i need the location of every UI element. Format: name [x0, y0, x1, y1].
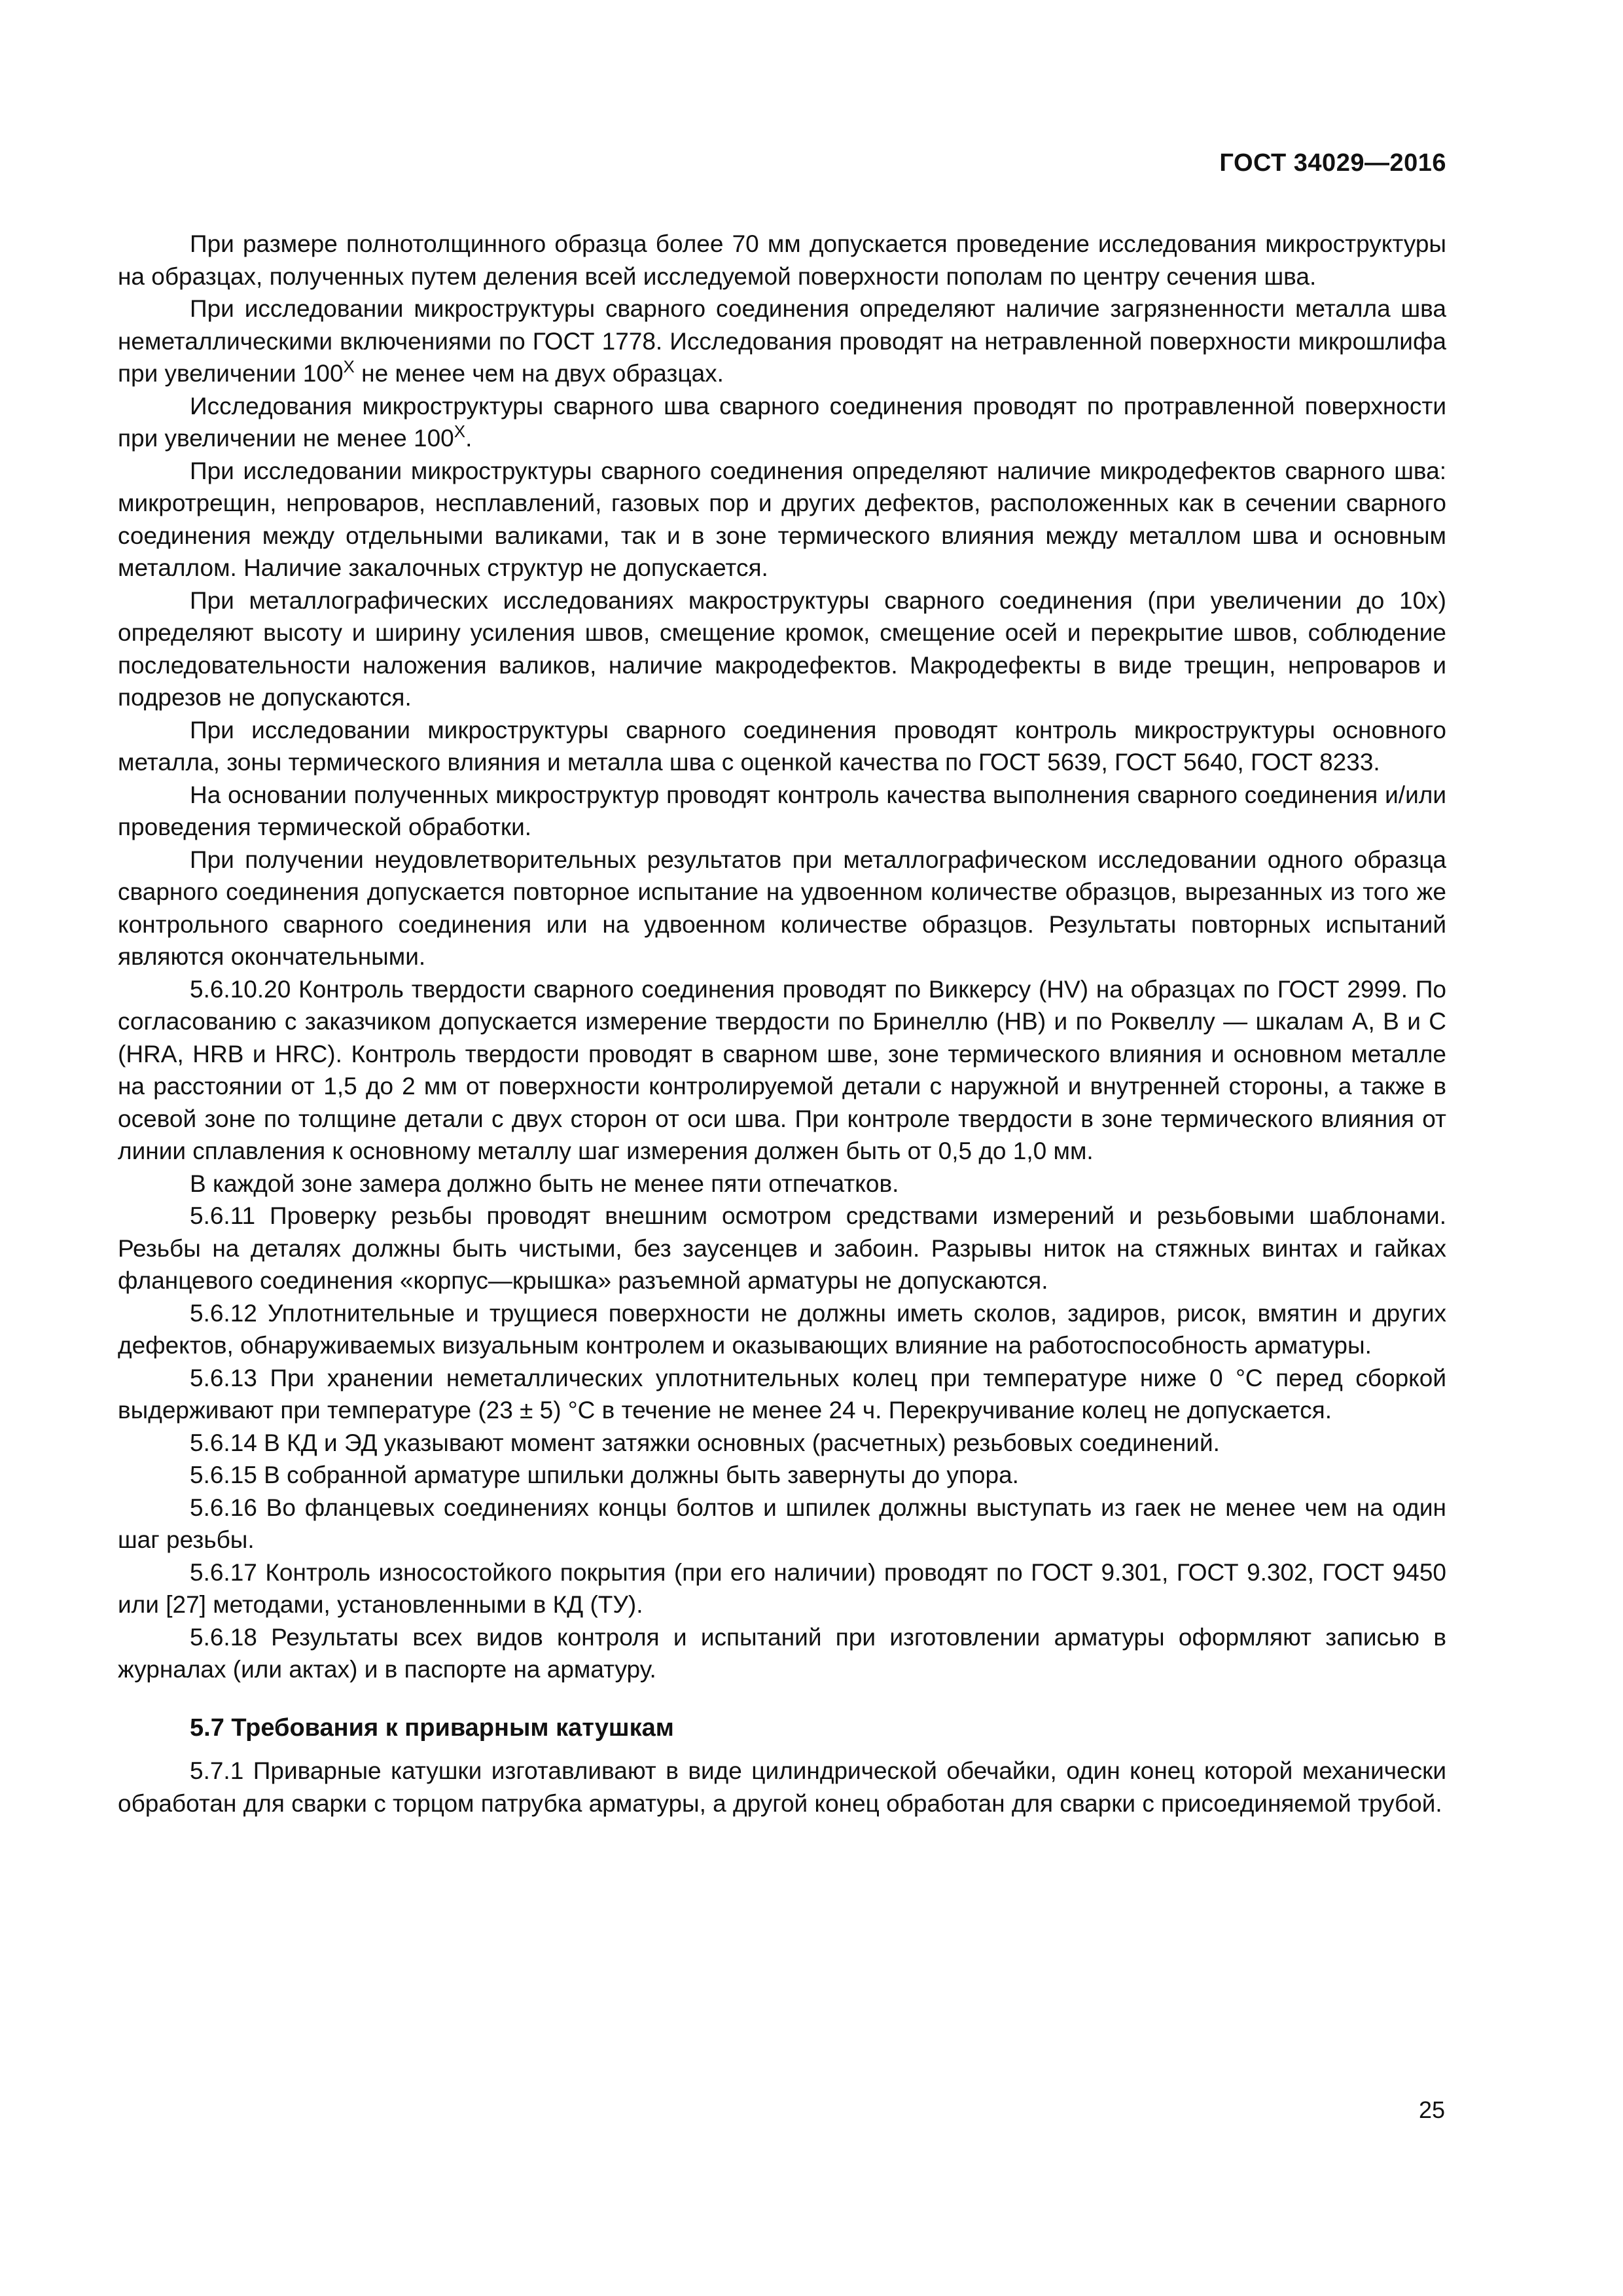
- paragraph: 5.7.1 Приварные катушки изготавливают в виде цилиндрической обечайки, один конец которой механически обработан для сварки с торцом патрубка арматуры, а другой конец обработан для сварки с присоединяемой трубой.: [118, 1757, 1446, 1817]
- superscript: X: [343, 357, 355, 376]
- section-heading: 5.7 Требования к приварным катушкам: [190, 1713, 674, 1742]
- paragraph: 5.6.15 В собранной арматуре шпильки должны быть завернуты до упора.: [190, 1462, 1019, 1488]
- paragraph: При получении неудовлетворительных результатов при металлографическом исследовании одного образца сварного соединения допускается повторное испытание на удвоенном количестве образцов, вырезанных из того же контрольного сварного соединения или на удвоенном количестве образцов. Результаты повторных испытаний являются окончательными.: [118, 846, 1446, 970]
- paragraph: При исследовании микроструктуры сварного соединения проводят контроль микроструктуры основного металла, зоны термического влияния и металла шва с оценкой качества по ГОСТ 5639, ГОСТ 5640, ГОСТ 8233.: [118, 716, 1446, 776]
- paragraph: При исследовании микроструктуры сварного соединения определяют наличие микродефектов сварного шва: микротрещин, непроваров, несплавлений, газовых пор и других дефектов, расположенных как в сечении сварного соединения между отдельными валиками, так и в зоне термического влияния между металлом шва и основным металлом. Наличие закалочных структур не допускается.: [118, 457, 1446, 581]
- paragraph: 5.6.10.20 Контроль твердости сварного соединения проводят по Виккерсу (HV) на образцах по ГОСТ 2999. По согласованию с заказчиком допускается измерение твердости по Бринеллю (НВ) и по Роквеллу — шкалам А, В и С (HRA, HRB и HRC). Контроль твердости проводят в сварном шве, зоне термического влияния и основном металле на расстоянии от 1,5 до 2 мм от поверхности контролируемой детали с наружной и внутренней стороны, а также в осевой зоне по толщине детали с двух сторон от оси шва. При контроле твердости в зоне термического влияния от линии сплавления к основному металлу шаг измерения должен быть от 0,5 до 1,0 мм.: [118, 975, 1446, 1164]
- paragraph: В каждой зоне замера должно быть не менее пяти отпечатков.: [190, 1170, 899, 1197]
- document-body: [118, 228, 1446, 1820]
- superscript: X: [454, 422, 466, 441]
- paragraph: 5.6.12 Уплотнительные и трущиеся поверхности не должны иметь сколов, задиров, рисок, вмятин и других дефектов, обнаруживаемых визуальным контролем и оказывающих влияние на работоспособность арматуры.: [118, 1299, 1446, 1359]
- paragraph: 5.6.11 Проверку резьбы проводят внешним осмотром средствами измерений и резьбовыми шаблонами. Резьбы на деталях должны быть чистыми, без заусенцев и забоин. Разрывы ниток на стяжных винтах и гайках фланцевого соединения «корпус—крышка» разъемной арматуры не допускаются.: [118, 1202, 1446, 1294]
- paragraph: 5.6.13 При хранении неметаллических уплотнительных колец при температуре ниже 0 °С перед сборкой выдерживают при температуре (23 ± 5) °С в течение не менее 24 ч. Перекручивание колец не допускается.: [118, 1364, 1446, 1424]
- paragraph: 5.6.18 Результаты всех видов контроля и испытаний при изготовлении арматуры оформляют записью в журналах (или актах) и в паспорте на арматуру.: [118, 1623, 1446, 1683]
- paragraph: 5.6.16 Во фланцевых соединениях концы болтов и шпилек должны выступать из гаек не менее чем на один шаг резьбы.: [118, 1494, 1446, 1553]
- paragraph: При размере полнотолщинного образца более 70 мм допускается проведение исследования микроструктуры на образцах, полученных путем деления всей исследуемой поверхности пополам по центру сечения шва.: [118, 230, 1446, 290]
- paragraph: При металлографических исследованиях макроструктуры сварного соединения (при увеличении до 10х) определяют высоту и ширину усиления швов, смещение кромок, смещение осей и перекрытие швов, соблюдение последовательности наложения валиков, наличие макродефектов. Макродефекты в виде трещин, непроваров и подрезов не допускаются.: [118, 586, 1446, 711]
- paragraph: При исследовании микроструктуры сварного соединения определяют наличие загрязненности металла шва неметаллическими включениями по ГОСТ 1778. Исследования проводят на нетравленной поверхности микрошлифа при увеличении $100^X$ не менее чем на двух образцах.: [118, 295, 1446, 387]
- paragraph: На основании полученных микроструктур проводят контроль качества выполнения сварного соединения и/или проведения термической обработки.: [118, 781, 1446, 840]
- paragraph: Исследования микроструктуры сварного шва сварного соединения проводят по протравленной поверхности при увеличении не менее $100^X$.: [118, 392, 1446, 452]
- paragraph: 5.6.17 Контроль износостойкого покрытия (при его наличии) проводят по ГОСТ 9.301, ГОСТ 9.302, ГОСТ 9450 или [27] методами, установленными в КД (ТУ).: [118, 1558, 1446, 1618]
- document-header: ГОСТ 34029—2016: [1219, 149, 1446, 177]
- paragraph: 5.6.14 В КД и ЭД указывают момент затяжки основных (расчетных) резьбовых соединений.: [190, 1429, 1220, 1456]
- page-number: 25: [1418, 2096, 1445, 2123]
